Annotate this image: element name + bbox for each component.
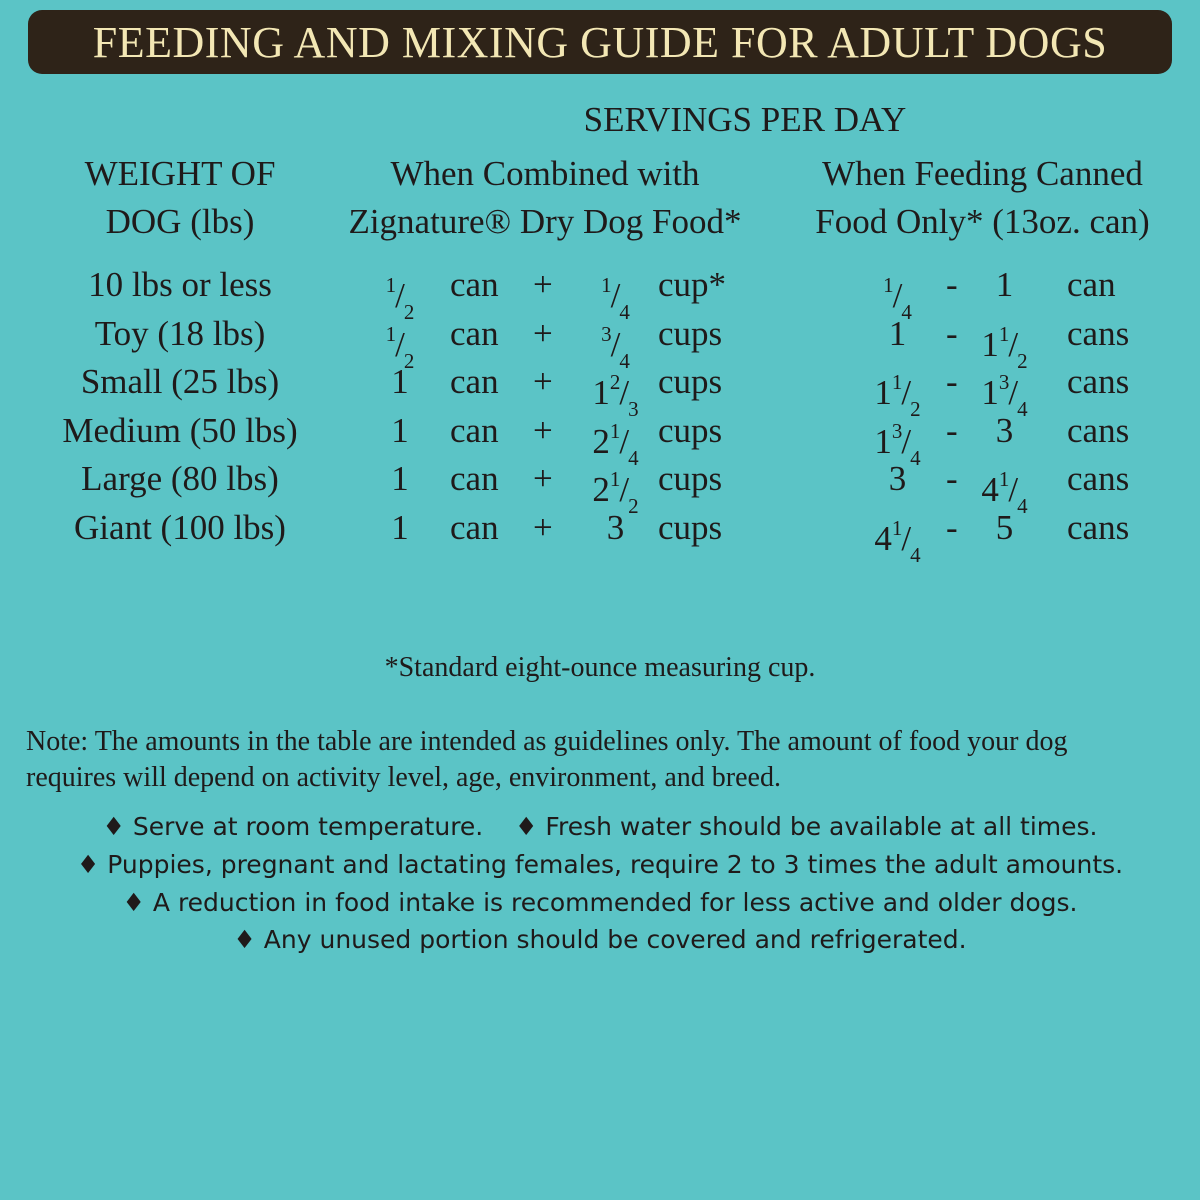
- canned-to-whole: 1: [995, 265, 1014, 304]
- tip-4: ♦ Any unused portion should be covered and refrigerated.: [233, 925, 967, 955]
- table-row: [0, 505, 1200, 567]
- plus-sign: +: [533, 410, 553, 450]
- weight-header-line2: DOG (lbs): [105, 202, 255, 241]
- canned-to-whole: 3: [995, 410, 1014, 450]
- dry-amount-slash: /: [619, 470, 630, 510]
- can-quantity-whole: 1: [391, 410, 409, 450]
- canned-to-numerator: 3: [998, 370, 1010, 395]
- dry-amount-whole: 2: [592, 421, 610, 461]
- dog-weight: Medium (50 lbs): [62, 410, 298, 450]
- combined-header-line2: Zignature® Dry Dog Food*: [348, 202, 742, 241]
- canned-to: [967, 408, 1042, 454]
- tip-1: ♦ Serve at room temperature. ♦ Fresh water should be available at all times.: [102, 812, 1098, 841]
- canned-to-whole: 5: [995, 507, 1014, 547]
- canned-to-slash: /: [1008, 324, 1019, 364]
- canned-unit: can: [1067, 265, 1116, 304]
- dry-amount-numerator: 1: [601, 273, 612, 297]
- page-title: FEEDING AND MIXING GUIDE FOR ADULT DOGS: [92, 17, 1108, 67]
- can-quantity-numerator: 1: [385, 273, 397, 297]
- dry-amount-denominator: 4: [619, 348, 630, 373]
- can-quantity-whole: 1: [391, 459, 409, 499]
- plus-sign: +: [533, 313, 553, 353]
- feeding-table: [0, 262, 1200, 567]
- dry-amount-slash: /: [619, 421, 630, 461]
- canned-to-whole: 1: [981, 373, 999, 413]
- can-label: can: [450, 507, 499, 547]
- footnote: *Standard eight-ounce measuring cup.: [384, 652, 816, 683]
- canned-to-numerator: 1: [998, 321, 1010, 346]
- tip-2: ♦ Puppies, pregnant and lactating females, require 2 to 3 times the adult amounts.: [76, 849, 1124, 879]
- dry-unit: cups: [658, 507, 723, 547]
- can-quantity: [370, 456, 430, 502]
- note-line-1: Note: The amounts in the table are intended as guidelines only. The amount of food your dog: [26, 726, 1068, 757]
- can-quantity-numerator: 1: [385, 321, 397, 346]
- dry-amount-slash: /: [610, 276, 621, 315]
- canned-from-denominator: 2: [910, 397, 921, 422]
- canned-from-slash: /: [901, 518, 912, 558]
- table-row: [0, 359, 1200, 422]
- tip-3: ♦ A reduction in food intake is recommended for less active and older dogs.: [122, 887, 1078, 917]
- weight-column-header: [30, 150, 330, 246]
- range-dash: -: [946, 410, 958, 450]
- range-dash: -: [946, 313, 958, 353]
- note-line-2: requires will depend on activity level, age, environment, and breed.: [26, 762, 781, 793]
- can-label: can: [450, 459, 499, 499]
- canned-to-slash: /: [1008, 373, 1019, 413]
- canned-from-denominator: 4: [901, 300, 912, 324]
- table-row: [0, 456, 1200, 519]
- tips-list: [0, 808, 1200, 959]
- can-label: can: [450, 313, 499, 353]
- dry-amount-denominator: 2: [628, 494, 639, 519]
- dry-unit: cups: [658, 313, 723, 353]
- canned-from-whole: 1: [874, 421, 892, 461]
- title-banner: [28, 10, 1172, 74]
- combined-column-header: [320, 150, 770, 246]
- can-label: can: [450, 362, 499, 402]
- dry-unit: cups: [658, 362, 723, 402]
- plus-sign: +: [533, 459, 553, 499]
- canned-from-numerator: 1: [891, 515, 903, 540]
- combined-header-line1: When Combined with: [390, 154, 700, 193]
- canned-from-slash: /: [892, 276, 903, 315]
- canned-from: [855, 456, 940, 502]
- canned-from-slash: /: [901, 373, 912, 413]
- canned-from-whole: 3: [888, 459, 907, 499]
- canned-to-denominator: 2: [1017, 348, 1028, 373]
- table-row: [0, 408, 1200, 470]
- dry-unit: cup*: [658, 265, 727, 304]
- canned-from-fraction: [892, 505, 921, 578]
- dry-amount-whole: 3: [606, 507, 625, 547]
- canned-unit: cans: [1067, 410, 1130, 450]
- canned-header-line2: Food Only* (13oz. can): [815, 202, 1150, 241]
- dry-amount-slash: /: [610, 324, 621, 364]
- canned-to-denominator: 4: [1017, 397, 1028, 422]
- can-quantity: [370, 359, 430, 405]
- canned-from-whole: 1: [888, 313, 907, 353]
- canned-to-whole: 1: [981, 324, 999, 364]
- canned-from-denominator: 4: [910, 542, 921, 567]
- dry-amount-whole: 1: [592, 373, 610, 413]
- note: [26, 724, 1200, 796]
- range-dash: -: [946, 459, 958, 499]
- can-quantity: [370, 505, 430, 551]
- canned-unit: cans: [1067, 313, 1130, 353]
- dog-weight: Large (80 lbs): [81, 459, 279, 499]
- canned-from-numerator: 3: [891, 418, 903, 443]
- canned-from-whole: 1: [874, 373, 892, 413]
- canned-to: [967, 262, 1042, 308]
- dry-amount-numerator: 1: [609, 418, 621, 443]
- canned-to-numerator: 1: [998, 467, 1010, 492]
- dry-unit: cups: [658, 459, 723, 499]
- canned-from-denominator: 4: [910, 445, 921, 470]
- canned-from: [855, 311, 940, 357]
- canned-from-whole: 4: [874, 518, 892, 558]
- can-quantity: [370, 408, 430, 454]
- table-row: [0, 311, 1200, 373]
- can-quantity-whole: 1: [391, 362, 409, 402]
- weight-header-line1: WEIGHT OF: [84, 154, 276, 193]
- canned-unit: cans: [1067, 362, 1130, 402]
- can-quantity-whole: 1: [391, 507, 409, 547]
- canned-unit: cans: [1067, 507, 1130, 547]
- dry-amount-slash: /: [619, 373, 630, 413]
- dry-unit: cups: [658, 410, 723, 450]
- canned-from: [855, 505, 940, 578]
- canned-to-whole: 4: [981, 470, 999, 510]
- canned-to-slash: /: [1008, 470, 1019, 510]
- can-quantity-slash: /: [395, 276, 405, 315]
- canned-to-denominator: 4: [1017, 494, 1028, 519]
- range-dash: -: [946, 362, 958, 402]
- dry-amount-denominator: 3: [628, 397, 639, 422]
- dry-amount-numerator: 1: [609, 467, 621, 492]
- canned-from-numerator: 1: [891, 370, 903, 395]
- can-quantity-denominator: 2: [403, 300, 415, 324]
- plus-sign: +: [533, 507, 553, 547]
- canned-header-line1: When Feeding Canned: [822, 154, 1143, 193]
- can-quantity-denominator: 2: [403, 348, 415, 373]
- plus-sign: +: [533, 362, 553, 402]
- canned-from-numerator: 1: [883, 273, 894, 297]
- can-label: can: [450, 410, 499, 450]
- canned-unit: cans: [1067, 459, 1130, 499]
- range-dash: -: [946, 507, 958, 547]
- can-label: can: [450, 265, 499, 304]
- dog-weight: Toy (18 lbs): [94, 313, 266, 353]
- dry-amount-numerator: 2: [609, 370, 621, 395]
- dry-food-amount: [578, 505, 653, 551]
- can-quantity-slash: /: [395, 324, 405, 364]
- dog-weight: 10 lbs or less: [88, 265, 272, 304]
- dry-amount-numerator: 3: [601, 321, 612, 346]
- dog-weight: Small (25 lbs): [80, 362, 280, 402]
- dry-amount-denominator: 4: [628, 445, 639, 470]
- canned-from-slash: /: [901, 421, 912, 461]
- dry-amount-denominator: 4: [619, 300, 630, 324]
- canned-to: [967, 505, 1042, 551]
- servings-per-day-header: SERVINGS PER DAY: [583, 100, 907, 139]
- canned-column-header: [780, 150, 1185, 246]
- range-dash: -: [946, 265, 958, 304]
- plus-sign: +: [533, 265, 553, 304]
- dog-weight: Giant (100 lbs): [74, 507, 286, 547]
- dry-amount-whole: 2: [592, 470, 610, 510]
- table-row: [0, 262, 1200, 324]
